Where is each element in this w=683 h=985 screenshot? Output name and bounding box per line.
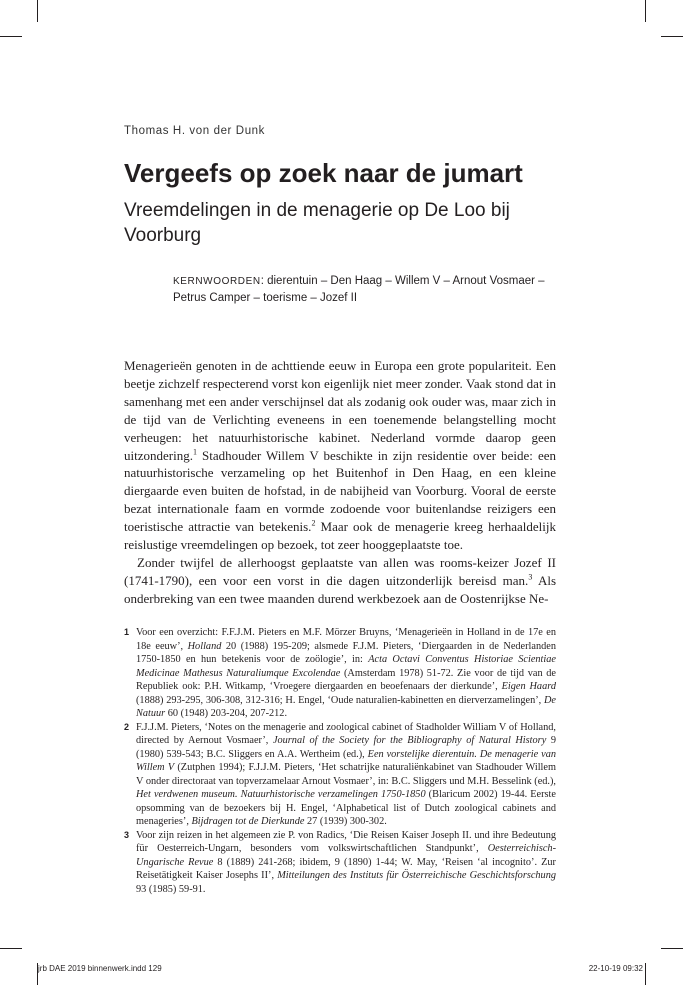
footnote: 1 Voor een overzicht: F.F.J.M. Pieters en M.F. Mörzer Bruyns, ‘Menagerieën in Holland in de 17e en 18e eeuw’, Holland 20 (1988) 195-209; alsmede F.J.M. Pieters, ‘Diergaarden in de Nederlanden 1750-1850 en hun betekenis voor de zoölogie’, in: Acta Octavi Conventus Historiae Scientiae Medicinae Mathesus Naturaliumque Excolendae (Amsterdam 1978) 51-72. Zie voor de tijd van de Republiek ook: P.H. Witkamp, ‘Vroegere diergaarden en beoefenaars der dierkunde’, Eigen Haard (1888) 293-295, 306-308, 312-316; H. Engel, ‘Oude naturalien-kabinetten en dierverzamelingen’, De Natuur 60 (1948) 203-204, 207-212. (124, 627, 556, 719)
footnote-number: 1 (124, 627, 130, 637)
keywords-text: dierentuin – Den Haag – Willem V – Arnout Vosmaer – Petrus Camper – toerisme – Jozef II (173, 275, 545, 304)
crop-mark-top-right (661, 36, 683, 37)
footer-datetime: 22-10-19 09:32 (588, 964, 643, 973)
footnote-number: 3 (124, 829, 130, 840)
article-subtitle: Vreemdelingen in de menagerie op De Loo bij Voorburg (124, 200, 510, 246)
crop-mark-bottom-right (661, 948, 683, 949)
footnote-ref[interactable]: 1 (192, 447, 197, 457)
body-text (124, 357, 556, 608)
footnote: 3 Voor zijn reizen in het algemeen zie P. von Radics, ‘Die Reisen Kaiser Joseph II. und ihre Bedeutung für Oesterreich-Ungarn, besonders vom volkswirtschaftlichen Standpunkt’, Oesterreichisch-Ungarische Revue 8 (1889) 241-268; ibidem, 9 (1890) 1-44; W. May, ‘Reisen ‘al incognito’. Zur Reisetätigkeit Kaiser Josephs II’, Mitteilungen des Instituts für Österreichische Geschichtsforschung 93 (1985) 59-91. (124, 829, 557, 895)
crop-mark-bottom-left (0, 948, 22, 949)
keywords-block (173, 273, 573, 307)
crop-mark-top-left (0, 36, 22, 37)
author-name: Thomas H. von der Dunk (124, 125, 266, 137)
keywords-separator: : (260, 275, 268, 287)
footnote: 2 F.J.J.M. Pieters, ‘Notes on the menagerie and zoological cabinet of Stadholder William V of Holland, directed by Aernout Vosmaer’, Journal of the Society for the Bibliography of Natural History 9 (1980) 539-543; B.C. Sliggers en A.A. Wertheim (ed.), Een vorstelijke dierentuin. De menagerie van Willem V (Zutphen 1994); F.J.J.M. Pieters, ‘Het schatrijke naturaliënkabinet van Stadhouder Willem V onder directoraat van topverzamelaar Arnout Vosmaer’, in: B.C. Sliggers und M.H. Besselink (ed.), Het verdwenen museum. Natuurhistorische verzamelingen 1750-1850 (Blaricum 2002) 19-44. Eerste opsomming van de bezoekers bij H. Engel, ‘Alphabetical list of Dutch zoological cabinets and menageries’, Bijdragen tot de Dierkunde 27 (1939) 300-302. (124, 721, 556, 827)
keywords-label: KERNWOORDEN (173, 276, 261, 287)
article-title: Vergeefs op zoek naar de jumart (124, 158, 523, 188)
body-paragraph: Menagerieën genoten in de achttiende eeuw in Europa een grote populariteit. Een beetje zichzelf respecterend vorst kon eigenlijk niet meer zonder. Vaak stond dat in samenhang met een ander verschijnsel dat als zodanig ook ouder was, maar zich in de tijd van de Verlichting eveneens in een toenemende belangstelling mocht verheugen: het natuurhistorische kabinet. Nederland vormde daarop geen uitzondering.$^1$ Stadhouder Willem V beschikte in zijn residentie over beide: een natuurhistorische verzameling op het Buitenhof in Den Haag, en een kleine diergaarde even buiten de hofstad, in de nabijheid van Voorburg. Vooral de eerste bezat internationale faam en vormde zodoende voor buitenlandse reizigers een toeristische attractie van betekenis.$^2$ Maar ook de menagerie kreeg herhaaldelijk reislustige vreemdelingen op bezoek, tot zeer hooggeplaatste toe. (124, 358, 556, 553)
footnotes (124, 626, 556, 896)
crop-mark-top-left (37, 0, 38, 22)
footer-file-info: jrb DAE 2019 binnenwerk.indd 129 (38, 964, 162, 973)
footnote-ref[interactable]: 3 (528, 572, 533, 582)
crop-mark-bottom-right (645, 963, 646, 985)
footnote-ref[interactable]: 2 (311, 518, 316, 528)
crop-mark-top-right (645, 0, 646, 22)
footnote-number: 2 (124, 721, 130, 732)
body-paragraph: Zonder twijfel de allerhoogst geplaatste van allen was rooms-keizer Jozef II (1741-1790), een voor een vorst in die dagen uitzonderlijk bereisd man.$^3$ Als onderbreking van een twee maanden durend werkbezoek aan de Oostenrijkse Ne- (124, 554, 557, 606)
